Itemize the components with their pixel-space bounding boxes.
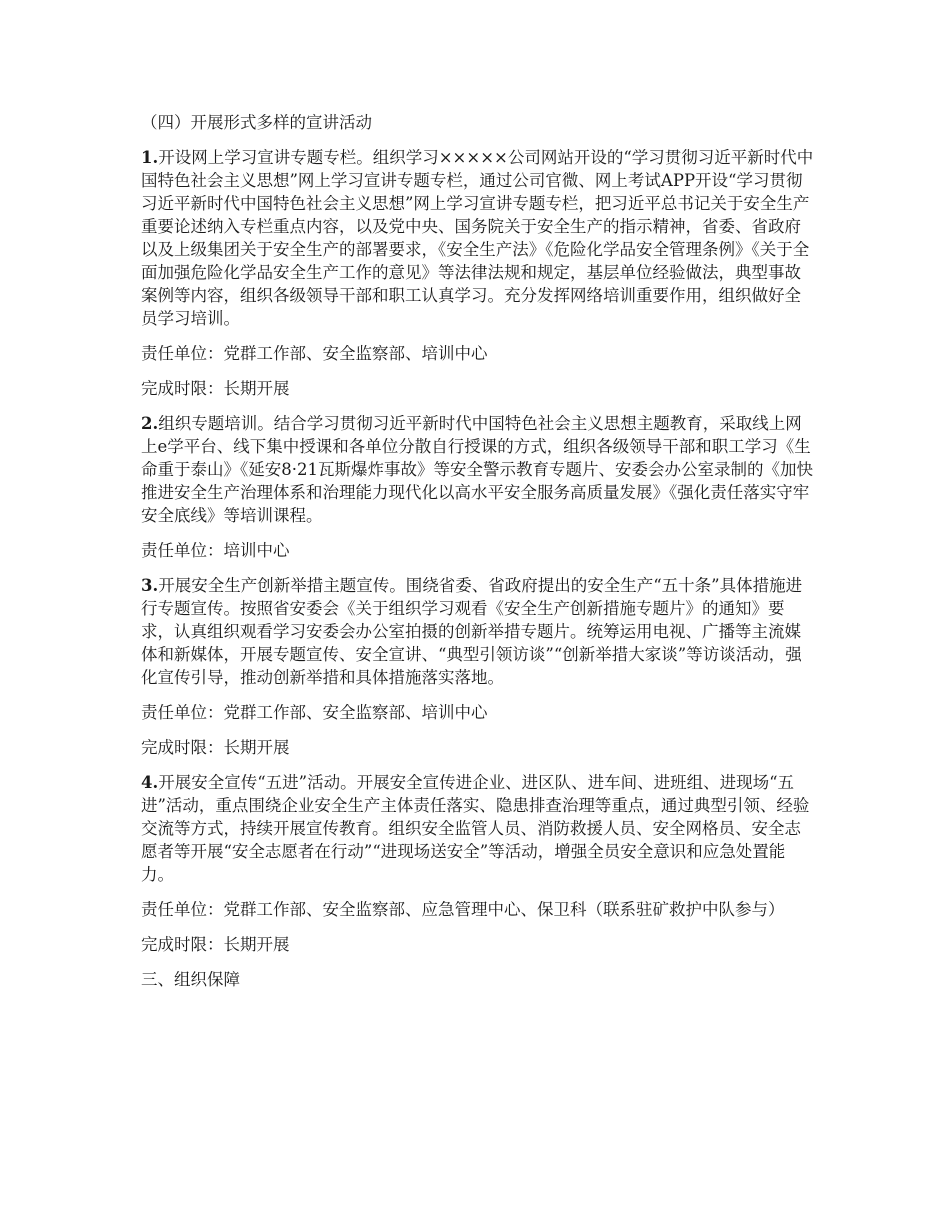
- item-3-number: 3.: [141, 576, 159, 595]
- item-2-body: 组织专题培训。结合学习贯彻习近平新时代中国特色社会主义思想主题教育，采取线上网上e学平台、线下集中授课和各单位分散自行授课的方式，组织各级领导干部和职工学习《生命重于泰山》《延安8·21瓦斯爆炸事故》等安全警示教育专题片、安委会办公室录制的《加快推进安全生产治理体系和治理能力现代化以高水平安全服务高质量发展》《强化责任落实守牢安全底线》等培训课程。: [141, 414, 813, 525]
- item-1-responsible: 责任单位：党群工作部、安全监察部、培训中心: [141, 344, 488, 363]
- item-4-number: 4.: [141, 773, 159, 792]
- item-1-paragraph: [141, 146, 816, 330]
- section-heading: （四）开展形式多样的宣讲活动: [141, 113, 372, 132]
- item-2-responsible: 责任单位：培训中心: [141, 541, 290, 560]
- next-section-heading: 三、组织保障: [141, 970, 240, 989]
- item-3-paragraph: [141, 574, 816, 689]
- item-4-responsible: 责任单位：党群工作部、安全监察部、应急管理中心、保卫科（联系驻矿救护中队参与）: [141, 900, 785, 919]
- item-1-number: 1.: [141, 148, 159, 167]
- item-1-deadline: 完成时限：长期开展: [141, 379, 290, 398]
- item-4-paragraph: [141, 771, 816, 886]
- item-4-deadline: 完成时限：长期开展: [141, 935, 290, 954]
- item-4-body: 开展安全宣传“五进”活动。开展安全宣传进企业、进区队、进车间、进班组、进现场“五进”活动，重点围绕企业安全生产主体责任落实、隐患排查治理等重点，通过典型引领、经验交流等方式，持续开展宣传教育。组织安全监管人员、消防救援人员、安全网格员、安全志愿者等开展“安全志愿者在行动”“进现场送安全”等活动，增强全员安全意识和应急处置能力。: [141, 773, 810, 884]
- item-2-paragraph: [141, 412, 816, 527]
- document-page: [141, 111, 816, 1003]
- item-2-number: 2.: [141, 414, 159, 433]
- item-3-body: 开展安全生产创新举措主题宣传。围绕省委、省政府提出的安全生产“五十条”具体措施进行专题宣传。按照省安委会《关于组织学习观看《安全生产创新措施专题片》的通知》要求，认真组织观看学习安委会办公室拍摄的创新举措专题片。统筹运用电视、广播等主流媒体和新媒体，开展专题宣传、安全宣讲、“典型引领访谈”“创新举措大家谈”等访谈活动，强化宣传引导，推动创新举措和具体措施落实落地。: [141, 576, 803, 687]
- item-1-body: 开设网上学习宣讲专题专栏。组织学习×××××公司网站开设的“学习贯彻习近平新时代中国特色社会主义思想”网上学习宣讲专题专栏，通过公司官微、网上考试APP开设“学习贯彻习近平新时代中国特色社会主义思想”网上学习宣讲专题专栏，把习近平总书记关于安全生产重要论述纳入专栏重点内容，以及党中央、国务院关于安全生产的指示精神，省委、省政府以及上级集团关于安全生产的部署要求，《安全生产法》《危险化学品安全管理条例》《关于全面加强危险化学品安全生产工作的意见》等法律法规和规定，基层单位经验做法，典型事故案例等内容，组织各级领导干部和职工认真学习。充分发挥网络培训重要作用，组织做好全员学习培训。: [141, 148, 814, 328]
- item-3-deadline: 完成时限：长期开展: [141, 738, 290, 757]
- item-3-responsible: 责任单位：党群工作部、安全监察部、培训中心: [141, 703, 488, 722]
